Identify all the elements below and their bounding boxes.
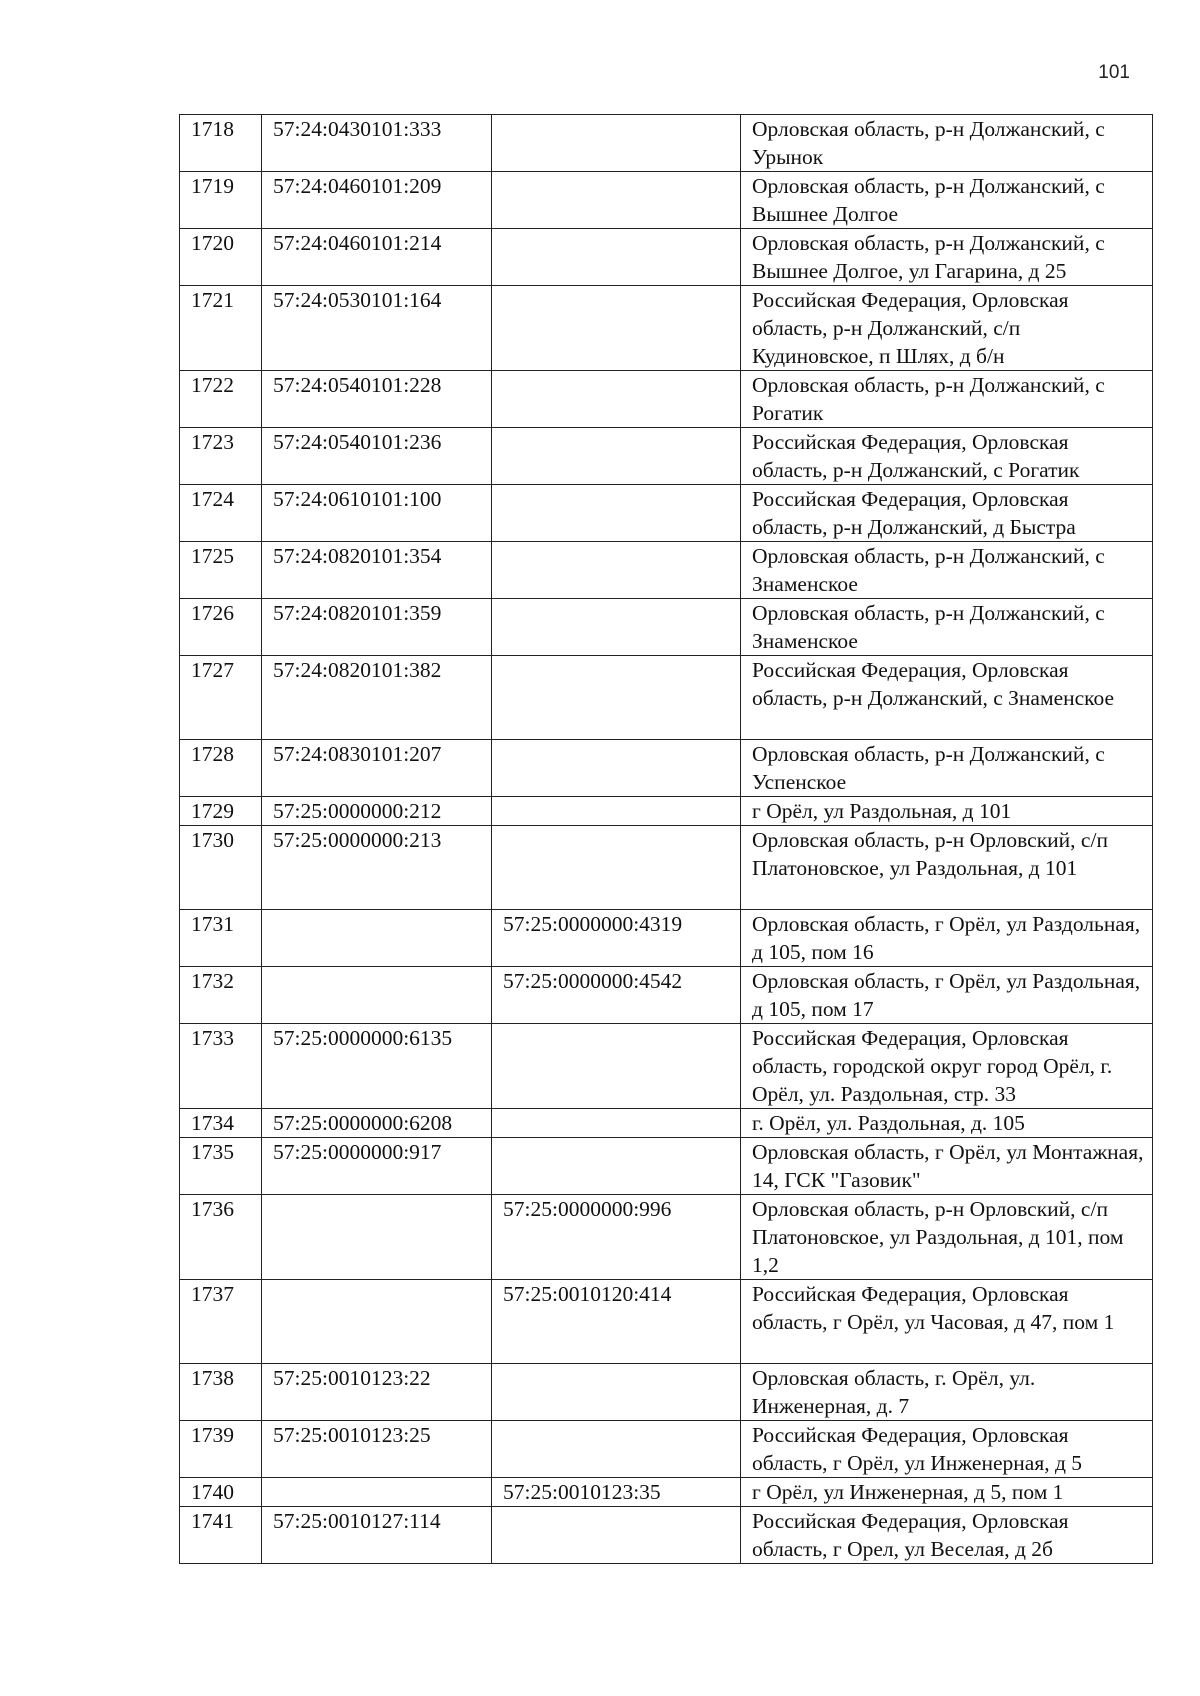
cadastral-number-cell: 57:24:0540101:228: [262, 371, 492, 428]
row-number: 1725: [180, 542, 262, 599]
related-cadastral-number-cell: [492, 599, 741, 656]
related-cadastral-number-cell: 57:25:0000000:4319: [492, 910, 741, 967]
related-cadastral-number-cell: [492, 542, 741, 599]
table-body: [180, 115, 1153, 1564]
row-number: 1732: [180, 967, 262, 1024]
cadastral-number-cell: 57:25:0000000:917: [262, 1138, 492, 1195]
address-cell: г. Орёл, ул. Раздольная, д. 105: [741, 1109, 1153, 1138]
address-cell: Орловская область, г Орёл, ул Раздольная, д 105, пом 17: [741, 967, 1153, 1024]
row-number: 1740: [180, 1478, 262, 1507]
cadastral-number-cell: 57:24:0830101:207: [262, 740, 492, 797]
row-number: 1724: [180, 485, 262, 542]
related-cadastral-number-cell: [492, 1138, 741, 1195]
related-cadastral-number-cell: [492, 428, 741, 485]
table-row: [180, 1421, 1153, 1478]
related-cadastral-number-cell: 57:25:0000000:4542: [492, 967, 741, 1024]
table-row: [180, 967, 1153, 1024]
row-number: 1730: [180, 826, 262, 910]
row-number: 1741: [180, 1507, 262, 1564]
table-row: [180, 1195, 1153, 1280]
table-row: [180, 1478, 1153, 1507]
address-cell: Российская Федерация, Орловская область, р-н Должанский, д Быстра: [741, 485, 1153, 542]
row-number: 1738: [180, 1364, 262, 1421]
related-cadastral-number-cell: [492, 172, 741, 229]
related-cadastral-number-cell: [492, 1421, 741, 1478]
cadastral-number-cell: 57:24:0540101:236: [262, 428, 492, 485]
row-number: 1729: [180, 797, 262, 826]
table-row: [180, 371, 1153, 428]
cadastral-number-cell: 57:24:0820101:359: [262, 599, 492, 656]
address-cell: г Орёл, ул Раздольная, д 101: [741, 797, 1153, 826]
address-cell: Орловская область, г Орёл, ул Монтажная, 14, ГСК "Газовик": [741, 1138, 1153, 1195]
related-cadastral-number-cell: [492, 1507, 741, 1564]
row-number: 1735: [180, 1138, 262, 1195]
table-row: [180, 1109, 1153, 1138]
address-cell: г Орёл, ул Инженерная, д 5, пом 1: [741, 1478, 1153, 1507]
related-cadastral-number-cell: [492, 826, 741, 910]
table-row: [180, 797, 1153, 826]
row-number: 1739: [180, 1421, 262, 1478]
cadastral-number-cell: 57:25:0010123:25: [262, 1421, 492, 1478]
table-row: [180, 1364, 1153, 1421]
address-cell: Российская Федерация, Орловская область, г Орел, ул Веселая, д 2б: [741, 1507, 1153, 1564]
address-cell: Российская Федерация, Орловская область, г Орёл, ул Инженерная, д 5: [741, 1421, 1153, 1478]
related-cadastral-number-cell: 57:25:0010123:35: [492, 1478, 741, 1507]
table-row: [180, 229, 1153, 286]
address-cell: Орловская область, р-н Должанский, с Вышнее Долгое: [741, 172, 1153, 229]
table-row: [180, 1024, 1153, 1109]
cadastral-number-cell: 57:25:0010127:114: [262, 1507, 492, 1564]
table-row: [180, 656, 1153, 740]
row-number: 1737: [180, 1280, 262, 1364]
cadastral-table: [179, 114, 1153, 1564]
related-cadastral-number-cell: [492, 1364, 741, 1421]
row-number: 1727: [180, 656, 262, 740]
related-cadastral-number-cell: [492, 371, 741, 428]
table-row: [180, 826, 1153, 910]
address-cell: Орловская область, р-н Орловский, с/п Платоновское, ул Раздольная, д 101: [741, 826, 1153, 910]
row-number: 1731: [180, 910, 262, 967]
table-row: [180, 428, 1153, 485]
related-cadastral-number-cell: 57:25:0000000:996: [492, 1195, 741, 1280]
cadastral-number-cell: 57:24:0460101:209: [262, 172, 492, 229]
cadastral-number-cell: 57:25:0000000:212: [262, 797, 492, 826]
address-cell: Орловская область, р-н Должанский, с Знаменское: [741, 599, 1153, 656]
cadastral-number-cell: 57:25:0000000:6208: [262, 1109, 492, 1138]
table-row: [180, 740, 1153, 797]
table-row: [180, 286, 1153, 371]
related-cadastral-number-cell: [492, 485, 741, 542]
table-row: [180, 1138, 1153, 1195]
address-cell: Орловская область, р-н Орловский, с/п Платоновское, ул Раздольная, д 101, пом 1,2: [741, 1195, 1153, 1280]
row-number: 1722: [180, 371, 262, 428]
address-cell: Российская Федерация, Орловская область, городской округ город Орёл, г. Орёл, ул. Раздольная, стр. 33: [741, 1024, 1153, 1109]
row-number: 1734: [180, 1109, 262, 1138]
row-number: 1721: [180, 286, 262, 371]
cadastral-number-cell: 57:24:0820101:382: [262, 656, 492, 740]
cadastral-number-cell: 57:24:0820101:354: [262, 542, 492, 599]
cadastral-number-cell: [262, 910, 492, 967]
row-number: 1736: [180, 1195, 262, 1280]
row-number: 1719: [180, 172, 262, 229]
cadastral-number-cell: 57:25:0000000:213: [262, 826, 492, 910]
related-cadastral-number-cell: [492, 115, 741, 172]
cadastral-number-cell: [262, 1478, 492, 1507]
cadastral-number-cell: 57:24:0610101:100: [262, 485, 492, 542]
related-cadastral-number-cell: [492, 1024, 741, 1109]
table-row: [180, 599, 1153, 656]
address-cell: Российская Федерация, Орловская область, р-н Должанский, с Рогатик: [741, 428, 1153, 485]
related-cadastral-number-cell: [492, 656, 741, 740]
table-row: [180, 1280, 1153, 1364]
table-row: [180, 910, 1153, 967]
related-cadastral-number-cell: [492, 1109, 741, 1138]
row-number: 1726: [180, 599, 262, 656]
address-cell: Орловская область, р-н Должанский, с Урынок: [741, 115, 1153, 172]
address-cell: Российская Федерация, Орловская область, р-н Должанский, с/п Кудиновское, п Шлях, д б/н: [741, 286, 1153, 371]
row-number: 1720: [180, 229, 262, 286]
page-number: 101: [1098, 62, 1130, 83]
cadastral-number-cell: 57:24:0460101:214: [262, 229, 492, 286]
cadastral-number-cell: 57:25:0010123:22: [262, 1364, 492, 1421]
cadastral-number-cell: 57:24:0430101:333: [262, 115, 492, 172]
row-number: 1723: [180, 428, 262, 485]
row-number: 1728: [180, 740, 262, 797]
address-cell: Орловская область, р-н Должанский, с Вышнее Долгое, ул Гагарина, д 25: [741, 229, 1153, 286]
cadastral-number-cell: [262, 1280, 492, 1364]
table-row: [180, 542, 1153, 599]
cadastral-number-cell: 57:24:0530101:164: [262, 286, 492, 371]
table-row: [180, 1507, 1153, 1564]
table-row: [180, 172, 1153, 229]
cadastral-number-cell: 57:25:0000000:6135: [262, 1024, 492, 1109]
table-row: [180, 115, 1153, 172]
related-cadastral-number-cell: [492, 229, 741, 286]
related-cadastral-number-cell: [492, 286, 741, 371]
row-number: 1718: [180, 115, 262, 172]
address-cell: Российская Федерация, Орловская область, р-н Должанский, с Знаменское: [741, 656, 1153, 740]
related-cadastral-number-cell: 57:25:0010120:414: [492, 1280, 741, 1364]
related-cadastral-number-cell: [492, 740, 741, 797]
address-cell: Орловская область, р-н Должанский, с Успенское: [741, 740, 1153, 797]
address-cell: Орловская область, р-н Должанский, с Знаменское: [741, 542, 1153, 599]
address-cell: Орловская область, г Орёл, ул Раздольная, д 105, пом 16: [741, 910, 1153, 967]
address-cell: Орловская область, р-н Должанский, с Рогатик: [741, 371, 1153, 428]
table-row: [180, 485, 1153, 542]
address-cell: Российская Федерация, Орловская область, г Орёл, ул Часовая, д 47, пом 1: [741, 1280, 1153, 1364]
cadastral-number-cell: [262, 1195, 492, 1280]
address-cell: Орловская область, г. Орёл, ул. Инженерная, д. 7: [741, 1364, 1153, 1421]
cadastral-number-cell: [262, 967, 492, 1024]
row-number: 1733: [180, 1024, 262, 1109]
related-cadastral-number-cell: [492, 797, 741, 826]
